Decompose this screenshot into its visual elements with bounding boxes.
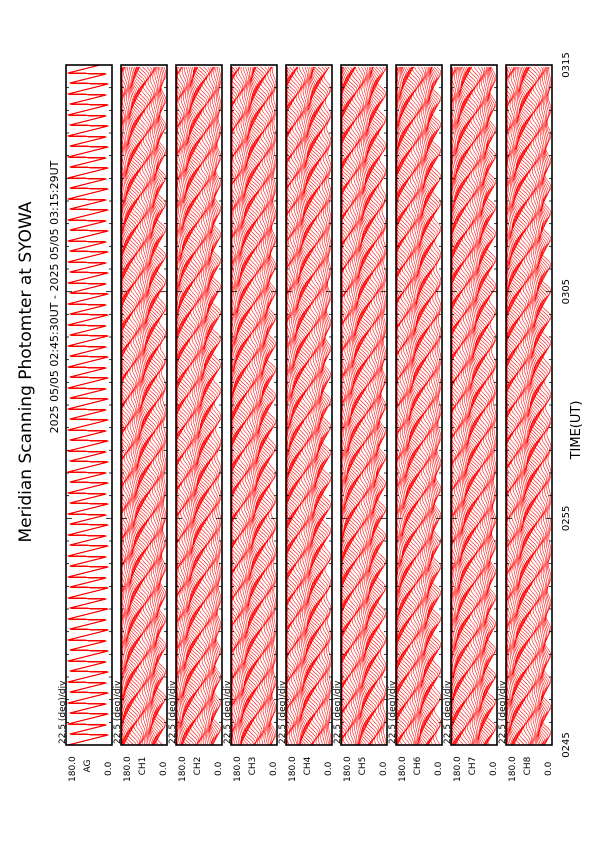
channel-name: AG	[83, 759, 93, 773]
y-max-label: 180.0	[233, 756, 243, 782]
y-max-label: 180.0	[343, 756, 353, 782]
channel-name: CH3	[248, 756, 258, 776]
y-max-label: 180.0	[288, 756, 298, 782]
x-axis-label: TIME(UT)	[569, 400, 584, 460]
channel-name: CH6	[413, 756, 423, 776]
y-max-label: 180.0	[123, 756, 133, 782]
y-max-label: 180.0	[453, 756, 463, 782]
y-max-label: 180.0	[178, 756, 188, 782]
channel-name: CH7	[468, 756, 478, 776]
y-min-label: 0.0	[379, 761, 389, 776]
channel-name: CH1	[138, 756, 148, 776]
scale-label: 22.5 (deg)/div	[58, 680, 68, 744]
scale-label: 22.5 (deg)/div	[333, 680, 343, 744]
scale-label: 22.5 (deg)/div	[443, 680, 453, 744]
y-min-label: 0.0	[489, 761, 499, 776]
y-min-label: 0.0	[324, 761, 334, 776]
scale-label: 22.5 (deg)/div	[223, 680, 233, 744]
x-tick-label: 0305	[561, 278, 572, 305]
scale-label: 22.5 (deg)/div	[278, 680, 288, 744]
y-max-label: 180.0	[68, 756, 78, 782]
time-range-subtitle: 2025 05/05 02:45:30UT - 2025 05/05 03:15:29UT	[48, 160, 61, 434]
channel-name: CH8	[523, 756, 533, 776]
y-min-label: 0.0	[214, 761, 224, 776]
y-max-label: 180.0	[398, 756, 408, 782]
scale-label: 22.5 (deg)/div	[498, 680, 508, 744]
channel-name: CH2	[193, 756, 203, 776]
y-min-label: 0.0	[159, 761, 169, 776]
x-tick-label: 0255	[561, 505, 572, 532]
x-tick-label: 0245	[561, 732, 572, 758]
channel-name: CH4	[303, 756, 313, 776]
y-min-label: 0.0	[544, 761, 554, 776]
scale-label: 22.5 (deg)/div	[168, 680, 178, 744]
scale-label: 22.5 (deg)/div	[113, 680, 123, 744]
channel-name: CH5	[358, 756, 368, 776]
y-min-label: 0.0	[104, 761, 114, 776]
chart-title: Meridian Scanning Photomter at SYOWA	[16, 201, 36, 543]
y-max-label: 180.0	[508, 756, 518, 782]
y-min-label: 0.0	[434, 761, 444, 776]
scale-label: 22.5 (deg)/div	[388, 680, 398, 744]
x-tick-label: 0315	[561, 52, 572, 78]
y-min-label: 0.0	[269, 761, 279, 776]
